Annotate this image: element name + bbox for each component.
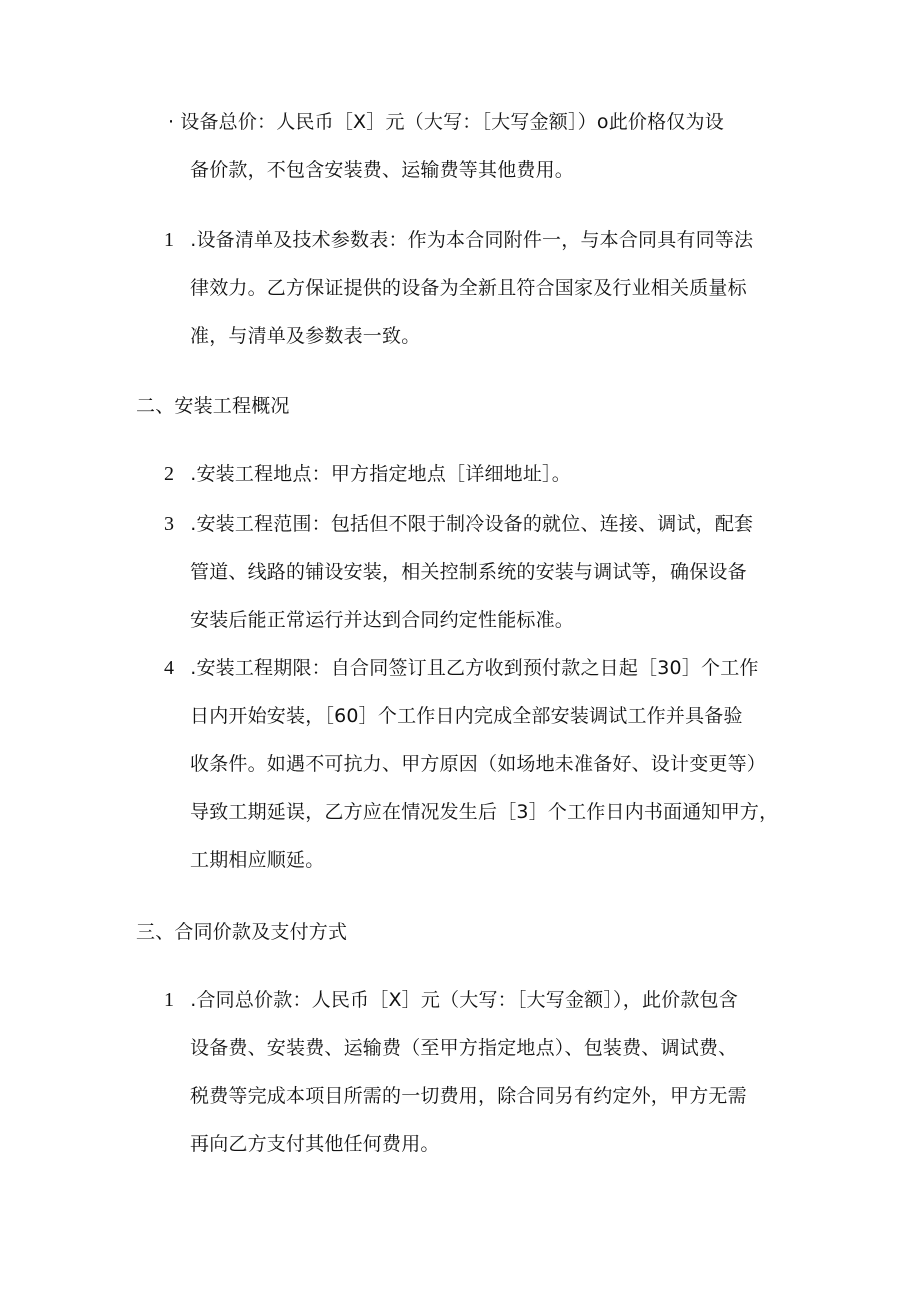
scope-text-1: .安装工程范围：包括但不限于制冷设备的就位、连接、调试，配套 — [190, 513, 754, 535]
period-line-1 — [164, 656, 759, 680]
period-text-1: .安装工程期限：自合同签订且乙方收到预付款之日起［30］个工作 — [190, 657, 759, 679]
equipment-list-line-2: 律效力。乙方保证提供的设备为全新且符合国家及行业相关质量标 — [190, 277, 747, 299]
item-number: 1 — [164, 229, 175, 251]
scope-line-2: 管道、线路的铺设安装，相关控制系统的安装与调试等，确保设备 — [190, 561, 747, 583]
item-number: 3 — [164, 513, 175, 535]
equipment-list-line-3: 准，与清单及参数表一致。 — [190, 325, 421, 347]
bullet-marker: · — [168, 111, 175, 133]
contract-price-line-4: 再向乙方支付其他任何费用。 — [190, 1133, 440, 1155]
total-price-text-1: 设备总价：人民币［X］元（大写：［大写金额］）o此价格仅为设 — [180, 111, 724, 133]
equipment-list-line-1 — [164, 228, 753, 252]
item-number: 2 — [164, 463, 175, 485]
period-line-2: 日内开始安装，［60］个工作日内完成全部安装调试工作并具备验 — [190, 705, 743, 727]
section-heading-installation: 二、安装工程概况 — [136, 395, 290, 417]
contract-price-text-1: .合同总价款：人民币［X］元（大写：［大写金额］），此价款包含 — [190, 989, 738, 1011]
period-line-3: 收条件。如遇不可抗力、甲方原因（如场地未准备好、设计变更等） — [190, 753, 767, 775]
scope-line-3: 安装后能正常运行并达到合同约定性能标准。 — [190, 609, 575, 631]
contract-price-line-2: 设备费、安装费、运输费（至甲方指定地点）、包装费、调试费、 — [190, 1037, 738, 1059]
item-number: 1 — [164, 989, 175, 1011]
period-line-4: 导致工期延误，乙方应在情况发生后［3］个工作日内书面通知甲方， — [190, 801, 779, 823]
location-text-1: .安装工程地点：甲方指定地点［详细地址］。 — [190, 463, 571, 485]
period-line-5: 工期相应顺延。 — [190, 849, 325, 871]
contract-price-line-1 — [164, 988, 738, 1012]
section-heading-contract-price: 三、合同价款及支付方式 — [136, 921, 348, 943]
total-price-line-1 — [168, 110, 724, 134]
location-line-1 — [164, 462, 571, 486]
scope-line-1 — [164, 512, 753, 536]
item-number: 4 — [164, 657, 175, 679]
total-price-line-2: 备价款，不包含安装费、运输费等其他费用。 — [190, 159, 575, 181]
equipment-list-text-1: .设备清单及技术参数表：作为本合同附件一，与本合同具有同等法 — [190, 229, 754, 251]
contract-price-line-3: 税费等完成本项目所需的一切费用，除合同另有约定外，甲方无需 — [190, 1085, 747, 1107]
